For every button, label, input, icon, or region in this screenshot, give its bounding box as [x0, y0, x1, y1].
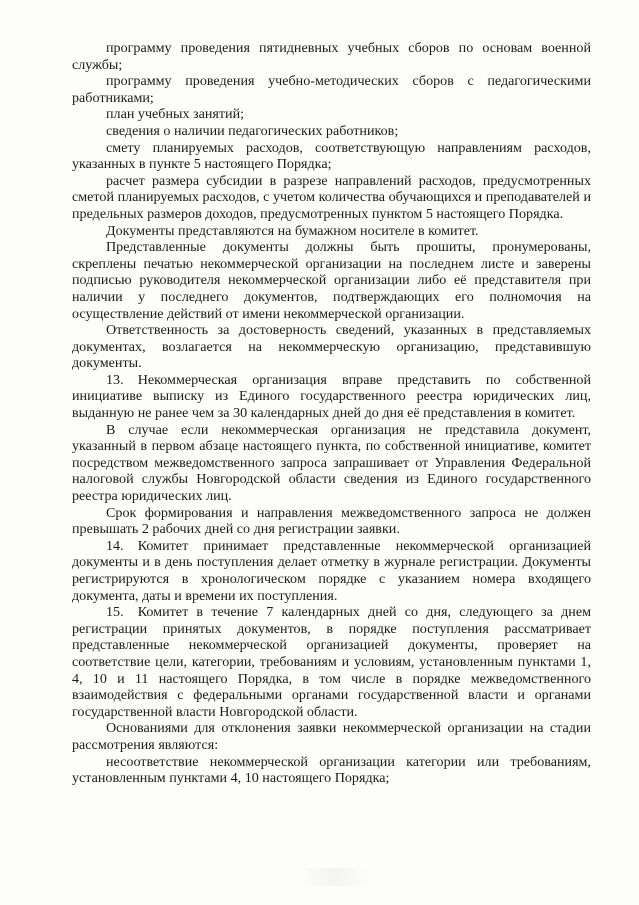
faint-bleed-through-mark [300, 868, 370, 886]
paragraph: сведения о наличии педагогических работников; [106, 122, 399, 139]
paragraph: Основаниями для отклонения заявки некоммерческой организации на стадии рассмотрения являются: [72, 720, 591, 753]
paragraph: программу проведения пятидневных учебных сборов по основам военной службы; [72, 40, 591, 73]
paragraph: программу проведения учебно-методических сборов с педагогическими работниками; [72, 73, 591, 106]
paragraph: В случае если некоммерческая организация не представила документ, указанный в первом абзаце настоящего пункта, по собственной инициативе, комитет посредством межведомственного запроса запрашивает от Управления Федеральной налоговой службы Новгородской области сведения из Единого государственного реестра юридических лиц. [72, 421, 591, 505]
paragraph-item-14: 14. Комитет принимает представленные некоммерческой организацией документы и в день поступления делает отметку в журнале регистрации. Документы регистрируются в хронологическом порядке с указанием номера входящего документа, даты и времени их поступления. [72, 537, 591, 604]
paragraph: смету планируемых расходов, соответствующую направлениям расходов, указанных в пункте 5 настоящего Порядка; [72, 139, 591, 173]
paragraph: Ответственность за достоверность сведений, указанных в представляемых документах, возлагается на некоммерческую организацию, представившую документы. [72, 322, 591, 372]
paragraph: Срок формирования и направления межведомственного запроса не должен превышать 2 рабочих дней со дня регистрации заявки. [72, 504, 591, 538]
paragraph-item-13: 13. Некоммерческая организация вправе представить по собственной инициативе выписку из Единого государственного реестра юридических лиц, выданную не ранее чем за 30 календарных дней до дня её представления в комитет. [72, 371, 591, 422]
paragraph: Документы представляются на бумажном носителе в комитет. [106, 222, 479, 239]
paragraph-item-15: 15. Комитет в течение 7 календарных дней со дня, следующего за днем регистрации принятых документов, в порядке поступления рассматривает представленные некоммерческой организацией документы, проверяет на соответствие цели, категории, требованиям и условиям, установленным пунктами 1, 4, 10 и 11 настоящего Порядка, в том числе в порядке межведомственного взаимодействия с федеральными органами государственной власти и органами государственной власти Новгородской области. [72, 604, 591, 720]
paragraph: несоответствие некоммерческой организации категории или требованиям, установленным пунктами 4, 10 настоящего Порядка; [72, 753, 591, 787]
paragraph: Представленные документы должны быть прошиты, пронумерованы, скреплены печатью некоммерческой организации на последнем листе и заверены подписью руководителя некоммерческой организации либо её представителя при наличии у последнего документов, подтверждающих его полномочия на осуществление действий от имени некоммерческой организации. [72, 239, 591, 322]
paragraph: расчет размера субсидии в разрезе направлений расходов, предусмотренных сметой планируемых расходов, с учетом количества обучающихся и преподавателей и предельных размеров доходов, предусмотренных пунктом 5 настоящего Порядка. [72, 172, 591, 222]
paragraph: план учебных занятий; [106, 106, 245, 123]
